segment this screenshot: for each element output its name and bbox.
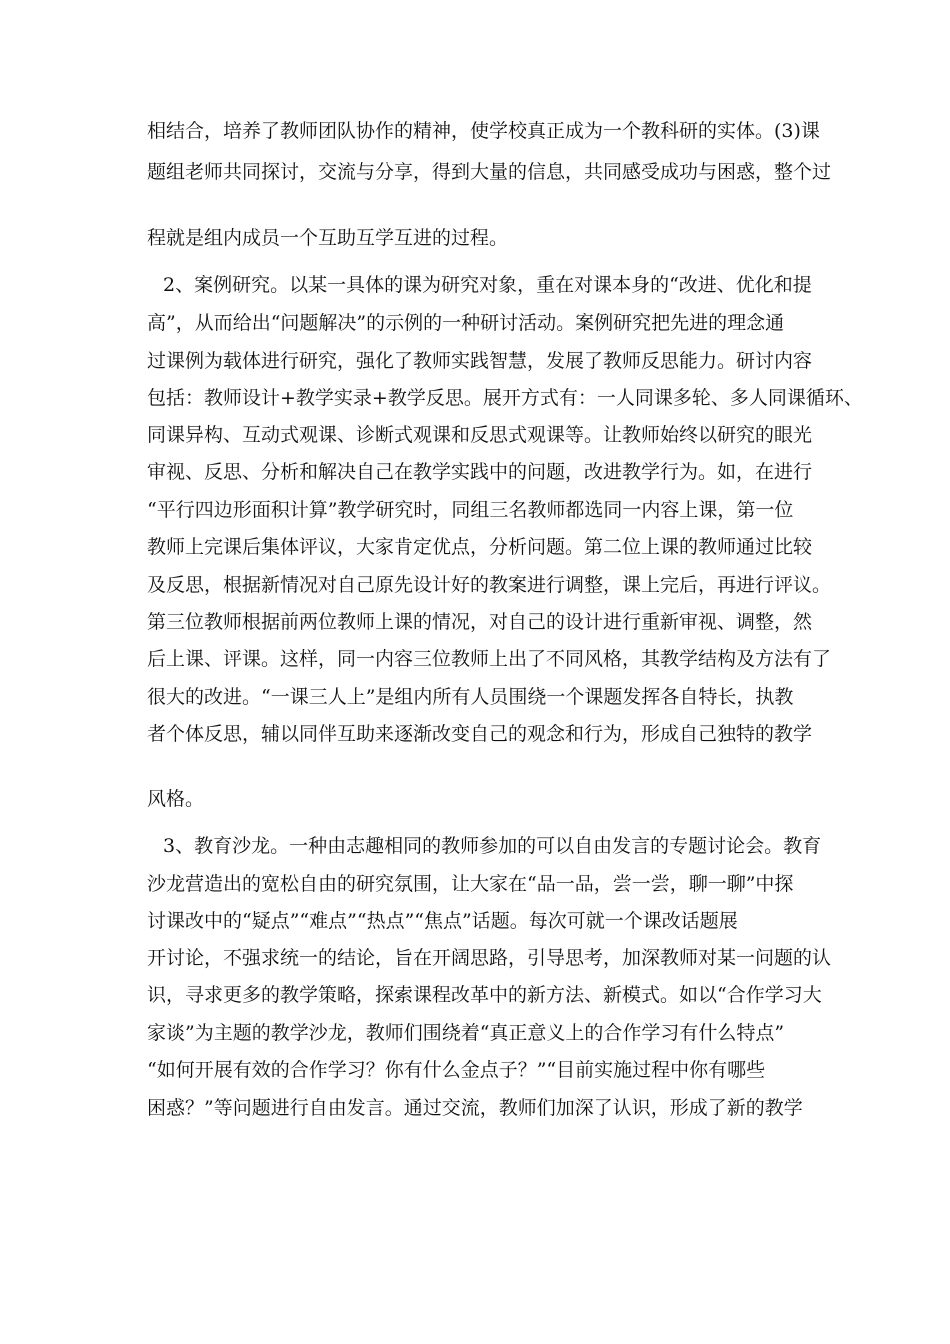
text-line: “平行四边形面积计算”教学研究时，同组三名教师都选同一内容上课，第一位 xyxy=(147,499,794,521)
text-line: 讨课改中的“疑点”“难点”“热点”“焦点”话题。每次可就一个课改话题展 xyxy=(147,910,738,932)
text-line: 同课异构、互动式观课、诊断式观课和反思式观课等。让教师始终以研究的眼光 xyxy=(147,424,813,446)
text-line: 风格。 xyxy=(147,788,205,810)
text-line: 程就是组内成员一个互助互学互进的过程。 xyxy=(147,227,509,249)
text-line: 2、案例研究。以某一具体的课为研究对象，重在对课本身的“改进、优化和提 xyxy=(163,274,812,296)
text-line: 包括：教师设计+教学实录+教学反思。展开方式有：一人同课多轮、多人同课循环、 xyxy=(147,387,863,409)
text-line: 高”，从而给出“问题解决”的示例的一种研讨活动。案例研究把先进的理念通 xyxy=(147,312,785,334)
text-line: 第三位教师根据前两位教师上课的情况，对自己的设计进行重新审视、调整，然 xyxy=(147,611,813,633)
text-line: 识，寻求更多的教学策略，探索课程改革中的新方法、新模式。如以“合作学习大 xyxy=(147,984,822,1006)
text-line: 很大的改进。“一课三人上”是组内所有人员围绕一个课题发挥各自特长，执教 xyxy=(147,686,794,708)
text-line: 后上课、评课。这样，同一内容三位教师上出了不同风格，其教学结构及方法有了 xyxy=(147,648,832,670)
text-line: 者个体反思，辅以同伴互助来逐渐改变自己的观念和行为，形成自己独特的教学 xyxy=(147,723,813,745)
text-line: 审视、反思、分析和解决自己在教学实践中的问题，改进教学行为。如，在进行 xyxy=(147,461,813,483)
text-line: 困惑？”等问题进行自由发言。通过交流，教师们加深了认识，形成了新的教学 xyxy=(147,1097,803,1119)
text-line: 过课例为载体进行研究，强化了教师实践智慧，发展了教师反思能力。研讨内容 xyxy=(147,350,813,372)
text-line: 开讨论，不强求统一的结论，旨在开阔思路，引导思考，加深教师对某一问题的认 xyxy=(147,947,832,969)
text-line: 家谈”为主题的教学沙龙，教师们围绕着“真正意义上的合作学习有什么特点” xyxy=(147,1022,785,1044)
text-line: 沙龙营造出的宽松自由的研究氛围，让大家在“品一品，尝一尝，聊一聊”中探 xyxy=(147,873,794,895)
text-line: 相结合，培养了教师团队协作的精神，使学校真正成为一个教科研的实体。(3)课 xyxy=(147,120,820,142)
text-line: “如何开展有效的合作学习？你有什么金点子？”“目前实施过程中你有哪些 xyxy=(147,1059,766,1081)
text-line: 3、教育沙龙。一种由志趣相同的教师参加的可以自由发言的专题讨论会。教育 xyxy=(163,835,822,857)
text-line: 及反思，根据新情况对自己原先设计好的教案进行调整，课上完后，再进行评议。 xyxy=(147,574,832,596)
text-line: 教师上完课后集体评议，大家肯定优点，分析问题。第二位上课的教师通过比较 xyxy=(147,536,813,558)
text-line: 题组老师共同探讨，交流与分享，得到大量的信息，共同感受成功与困惑，整个过 xyxy=(147,161,832,183)
